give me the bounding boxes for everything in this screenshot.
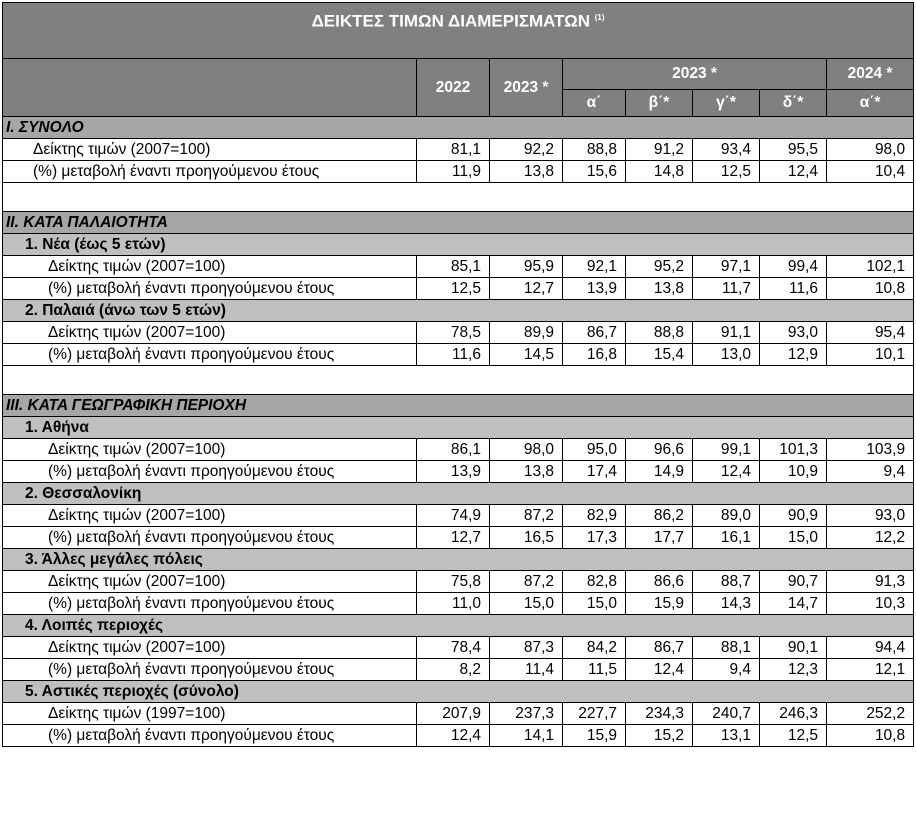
- group-row: [3, 483, 914, 505]
- value-cell: 11,6: [760, 278, 827, 300]
- value-cell: 12,5: [417, 278, 490, 300]
- value-cell: 81,1: [417, 139, 490, 161]
- value-cell: 12,1: [827, 659, 914, 681]
- group-label: 1. Αθήνα: [3, 417, 914, 439]
- value-cell: 86,2: [626, 505, 693, 527]
- table-row: [3, 593, 914, 615]
- value-cell: 13,8: [626, 278, 693, 300]
- value-cell: 15,0: [760, 527, 827, 549]
- row-label: Δείκτης τιμών (2007=100): [3, 505, 417, 527]
- group-label: 5. Αστικές περιοχές (σύνολο): [3, 681, 914, 703]
- value-cell: 207,9: [417, 703, 490, 725]
- value-cell: 95,4: [827, 322, 914, 344]
- value-cell: 95,2: [626, 256, 693, 278]
- value-cell: 15,9: [563, 725, 626, 747]
- value-cell: 252,2: [827, 703, 914, 725]
- value-cell: 13,1: [693, 725, 760, 747]
- header-quarter: δ΄*: [760, 90, 827, 117]
- value-cell: 95,0: [563, 439, 626, 461]
- section-row: [3, 212, 914, 234]
- value-cell: 86,1: [417, 439, 490, 461]
- value-cell: 88,8: [563, 139, 626, 161]
- value-cell: 14,7: [760, 593, 827, 615]
- value-cell: 103,9: [827, 439, 914, 461]
- table-row: [3, 322, 914, 344]
- value-cell: 10,4: [827, 161, 914, 183]
- value-cell: 8,2: [417, 659, 490, 681]
- table-row: [3, 344, 914, 366]
- group-label: 1. Νέα (έως 5 ετών): [3, 234, 914, 256]
- spacer-cell: [3, 366, 914, 395]
- table-row: [3, 637, 914, 659]
- row-label: (%) μεταβολή έναντι προηγούμενου έτους: [3, 344, 417, 366]
- table-row: [3, 505, 914, 527]
- value-cell: 240,7: [693, 703, 760, 725]
- value-cell: 9,4: [827, 461, 914, 483]
- value-cell: 14,5: [490, 344, 563, 366]
- header-quarter: γ΄*: [693, 90, 760, 117]
- value-cell: 13,8: [490, 161, 563, 183]
- value-cell: 14,1: [490, 725, 563, 747]
- header-year-2022: 2022: [417, 59, 490, 117]
- value-cell: 78,5: [417, 322, 490, 344]
- value-cell: 90,9: [760, 505, 827, 527]
- header-quarter: β΄*: [626, 90, 693, 117]
- value-cell: 11,6: [417, 344, 490, 366]
- title-footnote: (1): [594, 13, 605, 22]
- value-cell: 93,4: [693, 139, 760, 161]
- row-label: Δείκτης τιμών (2007=100): [3, 439, 417, 461]
- row-label: (%) μεταβολή έναντι προηγούμενου έτους: [3, 161, 417, 183]
- value-cell: 16,8: [563, 344, 626, 366]
- value-cell: 97,1: [693, 256, 760, 278]
- value-cell: 91,1: [693, 322, 760, 344]
- row-label: (%) μεταβολή έναντι προηγούμενου έτους: [3, 659, 417, 681]
- value-cell: 91,3: [827, 571, 914, 593]
- group-row: [3, 681, 914, 703]
- value-cell: 13,0: [693, 344, 760, 366]
- header-quarters-2024: 2024 *: [827, 59, 914, 90]
- value-cell: 16,5: [490, 527, 563, 549]
- table-row: [3, 278, 914, 300]
- row-label: Δείκτης τιμών (2007=100): [3, 256, 417, 278]
- value-cell: 82,8: [563, 571, 626, 593]
- value-cell: 15,9: [626, 593, 693, 615]
- value-cell: 12,2: [827, 527, 914, 549]
- value-cell: 82,9: [563, 505, 626, 527]
- row-label: Δείκτης τιμών (2007=100): [3, 571, 417, 593]
- value-cell: 11,7: [693, 278, 760, 300]
- group-row: [3, 615, 914, 637]
- table-row: [3, 725, 914, 747]
- section-label: II. ΚΑΤΑ ΠΑΛΑΙΟΤΗΤΑ: [3, 212, 914, 234]
- table-title-text: ΔΕΙΚΤΕΣ ΤΙΜΩΝ ΔΙΑΜΕΡΙΣΜΑΤΩΝ: [311, 11, 591, 31]
- value-cell: 91,2: [626, 139, 693, 161]
- value-cell: 101,3: [760, 439, 827, 461]
- header-blank: [3, 59, 417, 117]
- spacer-row: [3, 366, 914, 395]
- row-label: (%) μεταβολή έναντι προηγούμενου έτους: [3, 725, 417, 747]
- value-cell: 10,1: [827, 344, 914, 366]
- value-cell: 11,4: [490, 659, 563, 681]
- value-cell: 14,9: [626, 461, 693, 483]
- value-cell: 89,0: [693, 505, 760, 527]
- value-cell: 17,7: [626, 527, 693, 549]
- value-cell: 98,0: [490, 439, 563, 461]
- row-label: (%) μεταβολή έναντι προηγούμενου έτους: [3, 278, 417, 300]
- value-cell: 99,4: [760, 256, 827, 278]
- value-cell: 12,5: [693, 161, 760, 183]
- spacer-row: [3, 183, 914, 212]
- section-row: [3, 117, 914, 139]
- value-cell: 16,1: [693, 527, 760, 549]
- value-cell: 12,4: [626, 659, 693, 681]
- value-cell: 13,9: [563, 278, 626, 300]
- value-cell: 9,4: [693, 659, 760, 681]
- group-label: 4. Λοιπές περιοχές: [3, 615, 914, 637]
- value-cell: 10,3: [827, 593, 914, 615]
- value-cell: 93,0: [760, 322, 827, 344]
- value-cell: 15,2: [626, 725, 693, 747]
- section-row: [3, 395, 914, 417]
- row-label: Δείκτης τιμών (2007=100): [3, 322, 417, 344]
- table-row: [3, 703, 914, 725]
- value-cell: 12,7: [417, 527, 490, 549]
- value-cell: 85,1: [417, 256, 490, 278]
- group-label: 3. Άλλες μεγάλες πόλεις: [3, 549, 914, 571]
- table-row: [3, 659, 914, 681]
- table-row: [3, 161, 914, 183]
- table-title: [3, 3, 914, 59]
- header-quarter: α΄*: [827, 90, 914, 117]
- value-cell: 87,2: [490, 571, 563, 593]
- group-row: [3, 234, 914, 256]
- value-cell: 11,0: [417, 593, 490, 615]
- value-cell: 17,3: [563, 527, 626, 549]
- value-cell: 15,6: [563, 161, 626, 183]
- table-row: [3, 527, 914, 549]
- value-cell: 10,9: [760, 461, 827, 483]
- value-cell: 92,2: [490, 139, 563, 161]
- table-row: [3, 256, 914, 278]
- group-row: [3, 549, 914, 571]
- spacer-cell: [3, 183, 914, 212]
- value-cell: 246,3: [760, 703, 827, 725]
- table-row: [3, 461, 914, 483]
- value-cell: 74,9: [417, 505, 490, 527]
- header-quarters-2023: 2023 *: [563, 59, 827, 90]
- row-label: Δείκτης τιμών (2007=100): [3, 139, 417, 161]
- value-cell: 234,3: [626, 703, 693, 725]
- value-cell: 14,3: [693, 593, 760, 615]
- value-cell: 86,6: [626, 571, 693, 593]
- value-cell: 12,7: [490, 278, 563, 300]
- value-cell: 10,8: [827, 725, 914, 747]
- table-row: [3, 571, 914, 593]
- value-cell: 98,0: [827, 139, 914, 161]
- value-cell: 90,1: [760, 637, 827, 659]
- value-cell: 84,2: [563, 637, 626, 659]
- value-cell: 227,7: [563, 703, 626, 725]
- group-label: 2. Παλαιά (άνω των 5 ετών): [3, 300, 914, 322]
- value-cell: 86,7: [563, 322, 626, 344]
- value-cell: 94,4: [827, 637, 914, 659]
- value-cell: 88,8: [626, 322, 693, 344]
- value-cell: 12,5: [760, 725, 827, 747]
- table-row: [3, 439, 914, 461]
- value-cell: 15,0: [490, 593, 563, 615]
- row-label: (%) μεταβολή έναντι προηγούμενου έτους: [3, 461, 417, 483]
- row-label: Δείκτης τιμών (1997=100): [3, 703, 417, 725]
- value-cell: 88,1: [693, 637, 760, 659]
- value-cell: 99,1: [693, 439, 760, 461]
- value-cell: 12,4: [693, 461, 760, 483]
- value-cell: 12,4: [417, 725, 490, 747]
- value-cell: 89,9: [490, 322, 563, 344]
- value-cell: 93,0: [827, 505, 914, 527]
- value-cell: 87,3: [490, 637, 563, 659]
- value-cell: 13,8: [490, 461, 563, 483]
- value-cell: 237,3: [490, 703, 563, 725]
- value-cell: 96,6: [626, 439, 693, 461]
- value-cell: 11,5: [563, 659, 626, 681]
- value-cell: 10,8: [827, 278, 914, 300]
- group-row: [3, 300, 914, 322]
- value-cell: 95,5: [760, 139, 827, 161]
- row-label: (%) μεταβολή έναντι προηγούμενου έτους: [3, 527, 417, 549]
- row-label: (%) μεταβολή έναντι προηγούμενου έτους: [3, 593, 417, 615]
- value-cell: 12,9: [760, 344, 827, 366]
- value-cell: 90,7: [760, 571, 827, 593]
- value-cell: 75,8: [417, 571, 490, 593]
- value-cell: 102,1: [827, 256, 914, 278]
- value-cell: 87,2: [490, 505, 563, 527]
- value-cell: 88,7: [693, 571, 760, 593]
- value-cell: 15,4: [626, 344, 693, 366]
- header-year-2023: 2023 *: [490, 59, 563, 117]
- section-label: I. ΣΥΝΟΛΟ: [3, 117, 914, 139]
- value-cell: 15,0: [563, 593, 626, 615]
- value-cell: 92,1: [563, 256, 626, 278]
- value-cell: 86,7: [626, 637, 693, 659]
- value-cell: 17,4: [563, 461, 626, 483]
- row-label: Δείκτης τιμών (2007=100): [3, 637, 417, 659]
- value-cell: 12,3: [760, 659, 827, 681]
- value-cell: 13,9: [417, 461, 490, 483]
- price-index-table: [2, 2, 913, 747]
- value-cell: 11,9: [417, 161, 490, 183]
- section-label: III. ΚΑΤΑ ΓΕΩΓΡΑΦΙΚΗ ΠΕΡΙΟΧΗ: [3, 395, 914, 417]
- value-cell: 78,4: [417, 637, 490, 659]
- header-quarter: α΄: [563, 90, 626, 117]
- group-label: 2. Θεσσαλονίκη: [3, 483, 914, 505]
- value-cell: 95,9: [490, 256, 563, 278]
- value-cell: 12,4: [760, 161, 827, 183]
- group-row: [3, 417, 914, 439]
- table-row: [3, 139, 914, 161]
- value-cell: 14,8: [626, 161, 693, 183]
